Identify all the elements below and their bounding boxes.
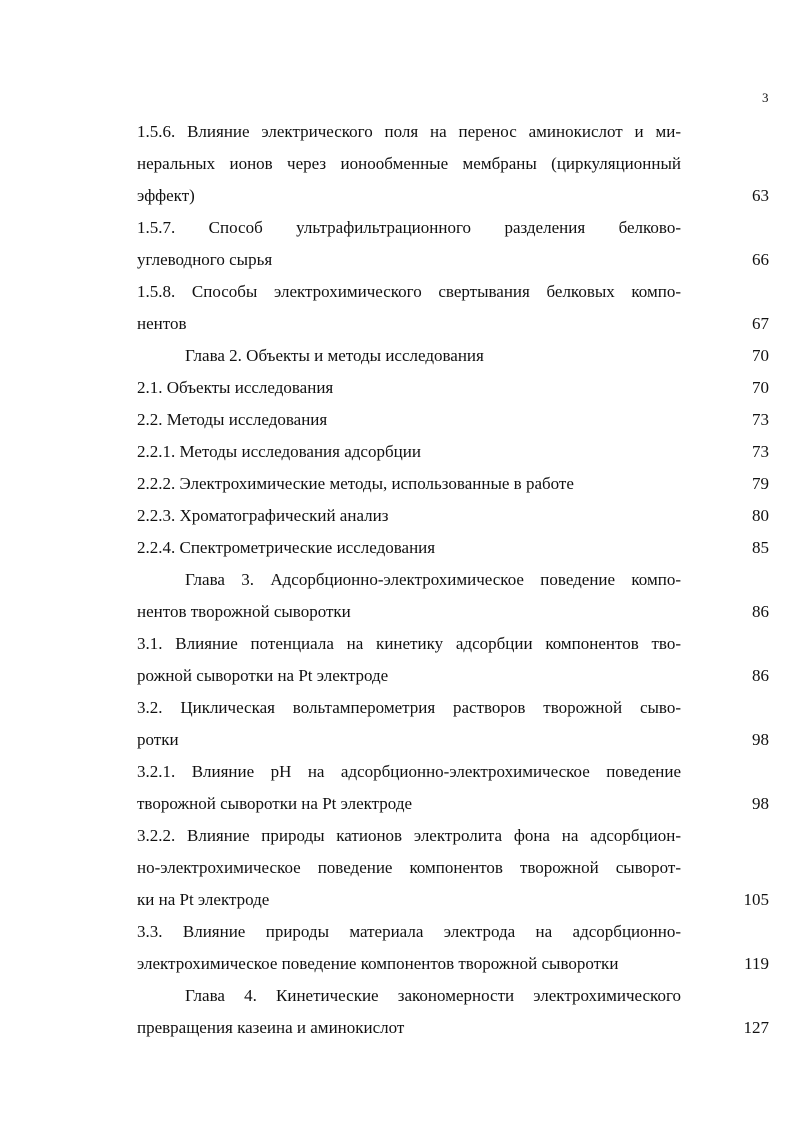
toc-entry-3-3-line-1: 3.3. Влияние природы материала электрода на адсорбционно- — [137, 922, 681, 941]
toc-page-number: 98 — [752, 730, 769, 749]
toc-page-number: 79 — [752, 474, 769, 493]
toc-page-number: 80 — [752, 506, 769, 525]
toc-page-number: 86 — [752, 602, 769, 621]
toc-page-number: 105 — [743, 890, 769, 909]
toc-entry-3-1-line-2: рожной сыворотки на Pt электроде — [137, 666, 389, 685]
toc-page-number: 73 — [752, 442, 769, 461]
toc-entry-3-2-line-1: 3.2. Циклическая вольтамперометрия растворов творожной сыво- — [137, 698, 681, 717]
toc-page-number: 127 — [743, 1018, 769, 1037]
toc-entry-1-5-6-line-1: 1.5.6. Влияние электрического поля на перенос аминокислот и ми- — [137, 122, 681, 141]
toc-entry-3-1-line-1: 3.1. Влияние потенциала на кинетику адсорбции компонентов тво- — [137, 634, 681, 653]
toc-chapter-2: Глава 2. Объекты и методы исследования — [185, 346, 484, 365]
toc-page-number: 85 — [752, 538, 769, 557]
toc-chapter-4-line-1: Глава 4. Кинетические закономерности электрохимического — [185, 986, 681, 1005]
toc-page-number: 70 — [752, 378, 769, 397]
toc-entry-3-2-1-line-2: творожной сыворотки на Pt электроде — [137, 794, 413, 813]
toc-entry-3-2-2-line-2: но-электрохимическое поведение компонентов творожной сыворот- — [137, 858, 681, 877]
toc-entry-1-5-6-line-3: эффект) — [137, 186, 195, 205]
toc-entry-2-2: 2.2. Методы исследования — [137, 410, 328, 429]
toc-page-number: 86 — [752, 666, 769, 685]
toc-entry-1-5-7-line-2: углеводного сырья — [137, 250, 273, 269]
toc-entry-2-2-2: 2.2.2. Электрохимические методы, использованные в работе — [137, 474, 574, 493]
toc-chapter-3-line-2: нентов творожной сыворотки — [137, 602, 351, 621]
toc-page-number: 63 — [752, 186, 769, 205]
toc-entry-3-2-2-line-1: 3.2.2. Влияние природы катионов электролита фона на адсорбцион- — [137, 826, 681, 845]
toc-entry-3-2-line-2: ротки — [137, 730, 179, 749]
toc-entry-2-1: 2.1. Объекты исследования — [137, 378, 334, 397]
toc-entry-3-3-line-2: электрохимическое поведение компонентов творожной сыворотки — [137, 954, 619, 973]
toc-entry-1-5-6-line-2: неральных ионов через ионообменные мембраны (циркуляционный — [137, 154, 681, 173]
toc-entry-2-2-4: 2.2.4. Спектрометрические исследования — [137, 538, 436, 557]
toc-entry-2-2-1: 2.2.1. Методы исследования адсорбции — [137, 442, 421, 461]
toc-page-number: 66 — [752, 250, 769, 269]
toc-page-number: 70 — [752, 346, 769, 365]
toc-entry-1-5-8-line-1: 1.5.8. Способы электрохимического свертывания белковых компо- — [137, 282, 681, 301]
toc-page-number: 119 — [744, 954, 769, 973]
toc-page-number: 67 — [752, 314, 769, 333]
toc-chapter-3-line-1: Глава 3. Адсорбционно-электрохимическое поведение компо- — [185, 570, 681, 589]
page-number: 3 — [762, 90, 769, 105]
toc-entry-3-2-1-line-1: 3.2.1. Влияние pH на адсорбционно-электрохимическое поведение — [137, 762, 681, 781]
toc-entry-1-5-8-line-2: нентов — [137, 314, 187, 333]
toc-entry-3-2-2-line-3: ки на Pt электроде — [137, 890, 270, 909]
toc-entry-2-2-3: 2.2.3. Хроматографический анализ — [137, 506, 389, 525]
toc-entry-1-5-7-line-1: 1.5.7. Способ ультрафильтрационного разделения белково- — [137, 218, 681, 237]
toc-page-number: 98 — [752, 794, 769, 813]
toc-page-number: 73 — [752, 410, 769, 429]
toc-chapter-4-line-2: превращения казеина и аминокислот — [137, 1018, 405, 1037]
